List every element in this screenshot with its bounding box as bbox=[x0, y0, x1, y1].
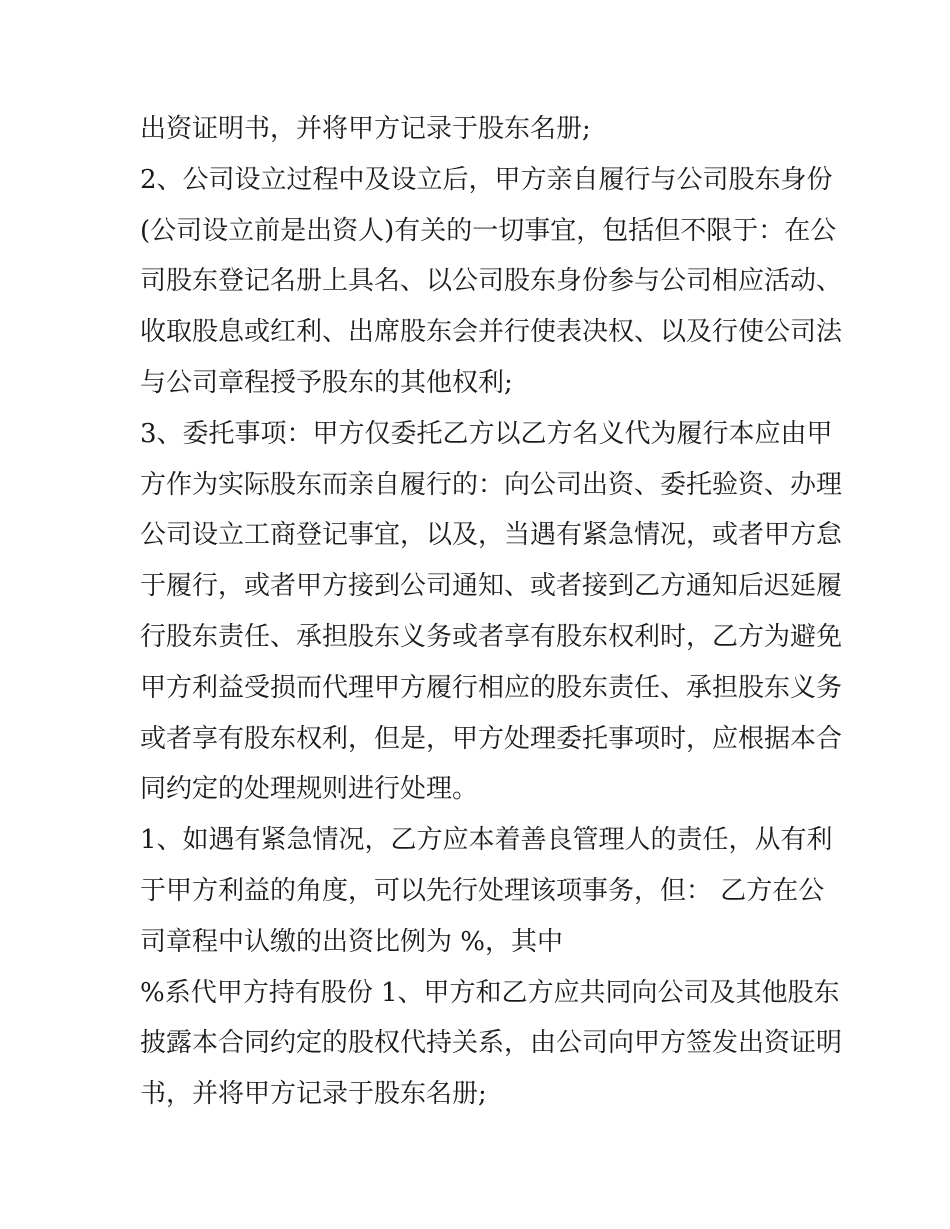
document-body bbox=[140, 104, 843, 1120]
text-line: 公司设立工商登记事宜，以及，当遇有紧急情况，或者甲方怠 bbox=[140, 520, 843, 551]
text-line: 书，并将甲方记录于股东名册; bbox=[140, 1079, 487, 1110]
text-line: 出资证明书，并将甲方记录于股东名册; bbox=[140, 114, 591, 144]
text-line: (公司设立前是出资人)有关的一切事宜，包括但不限于：在公 bbox=[140, 215, 837, 246]
text-line: 1、如遇有紧急情况，乙方应本着善良管理人的责任，从有利 bbox=[140, 825, 833, 856]
text-line: 甲方利益受损而代理甲方履行相应的股东责任、承担股东义务 bbox=[140, 672, 843, 703]
text-line: 司章程中认缴的出资比例为 %，其中 bbox=[140, 926, 563, 957]
text-line: 行股东责任、承担股东义务或者享有股东权利时，乙方为避免 bbox=[140, 621, 843, 652]
text-line: %系代甲方持有股份 1、甲方和乙方应共同向公司及其他股东 bbox=[140, 977, 840, 1008]
text-line: 3、委托事项：甲方仅委托乙方以乙方名义代为履行本应由甲 bbox=[140, 418, 833, 449]
text-line: 2、公司设立过程中及设立后，甲方亲自履行与公司股东身份 bbox=[140, 164, 833, 195]
text-line: 方作为实际股东而亲自履行的：向公司出资、委托验资、办理 bbox=[140, 469, 843, 500]
text-line: 收取股息或红利、出席股东会并行使表决权、以及行使公司法 bbox=[140, 317, 843, 348]
text-line: 于甲方利益的角度，可以先行处理该项事务，但： 乙方在公 bbox=[140, 875, 825, 906]
text-line: 披露本合同约定的股权代持关系，由公司向甲方签发出资证明 bbox=[140, 1028, 843, 1059]
text-line: 与公司章程授予股东的其他权利; bbox=[140, 367, 513, 398]
text-line: 或者享有股东权利，但是，甲方处理委托事项时，应根据本合 bbox=[140, 723, 843, 754]
text-line: 于履行，或者甲方接到公司通知、或者接到乙方通知后迟延履 bbox=[140, 571, 843, 602]
text-line: 同约定的处理规则进行处理。 bbox=[140, 774, 479, 805]
text-line: 司股东登记名册上具名、以公司股东身份参与公司相应活动、 bbox=[140, 266, 843, 297]
